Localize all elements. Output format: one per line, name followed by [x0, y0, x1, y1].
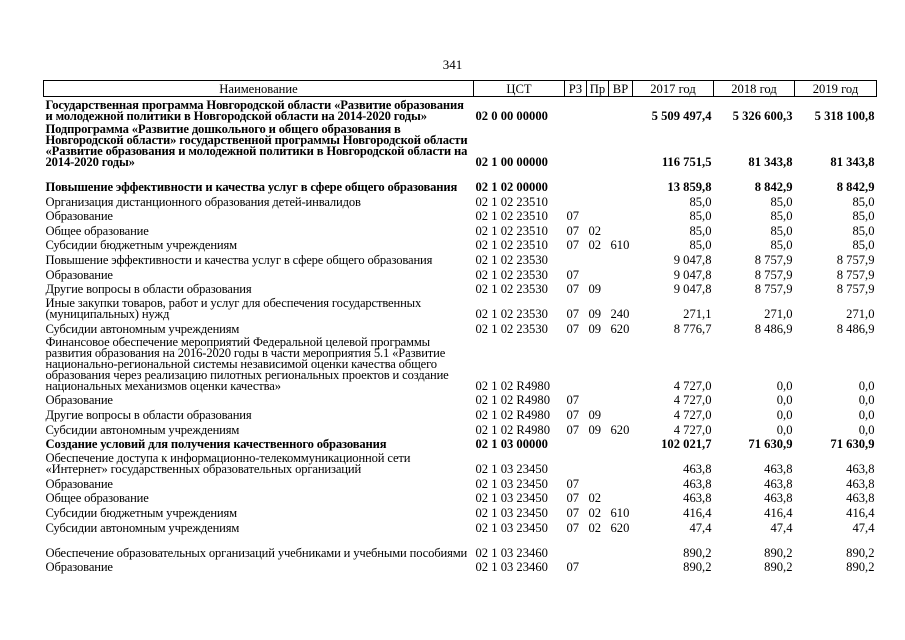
row-cst: 02 1 02 R4980 [475, 393, 551, 408]
header-2017: 2017 год [633, 81, 714, 97]
row-2019: 271,0 [846, 307, 875, 322]
row-2019: 463,8 [846, 476, 875, 491]
row-2019: 71 630,9 [830, 437, 875, 452]
row-2019: 47,4 [852, 520, 875, 535]
row-pr: 09 [588, 321, 602, 336]
row-name: Обеспечение доступа к информационно-телекоммуникационной сети «Интернет» государственных образовательных организаций [45, 451, 411, 477]
row-2018: 0,0 [776, 378, 793, 393]
table-header-row [44, 81, 877, 97]
row-cst: 02 1 03 23450 [475, 505, 548, 520]
row-2018: 0,0 [776, 393, 793, 408]
row-pr [587, 436, 609, 451]
row-name: Субсидии автономным учреждениям [45, 321, 240, 336]
row-rz: 07 [566, 238, 580, 253]
header-name: Наименование [44, 81, 474, 97]
row-2018: 463,8 [764, 491, 793, 506]
row-2017: 13 859,8 [667, 180, 712, 194]
row-2019: 0,0 [858, 407, 875, 422]
row-rz: 07 [566, 209, 580, 224]
row-name: Образование [45, 560, 113, 575]
table-row [44, 392, 877, 407]
row-2019: 8 486,9 [836, 321, 875, 336]
header-vr: ВР [609, 81, 633, 97]
row-2018: 271,0 [764, 307, 793, 322]
row-2017: 890,2 [683, 545, 712, 560]
row-vr [609, 475, 633, 490]
row-cst: 02 1 03 00000 [475, 437, 548, 452]
row-rz: 07 [566, 520, 580, 535]
row-2017: 85,0 [689, 194, 712, 209]
row-name: Субсидии бюджетным учреждениям [45, 238, 237, 253]
row-rz [565, 193, 587, 208]
row-cst: 02 1 02 23530 [475, 321, 548, 336]
row-cst: 02 1 03 23450 [475, 520, 548, 535]
row-2018: 81 343,8 [748, 155, 793, 169]
row-2017: 85,0 [689, 238, 712, 253]
row-vr [609, 251, 633, 266]
row-name: Общее образование [45, 491, 149, 506]
table-row [44, 490, 877, 505]
row-pr [587, 168, 609, 193]
row-vr [609, 281, 633, 296]
row-rz: 07 [566, 491, 580, 506]
table-row [44, 559, 877, 574]
row-2017: 9 047,8 [673, 282, 712, 297]
row-2018: 85,0 [770, 238, 793, 253]
row-vr [609, 122, 633, 168]
row-pr [587, 534, 609, 559]
row-pr: 09 [588, 282, 602, 297]
row-2018: 0,0 [776, 422, 793, 437]
row-name: Образование [45, 209, 113, 224]
table-row [44, 237, 877, 252]
row-2017: 85,0 [689, 223, 712, 238]
row-cst: 02 1 03 23460 [475, 545, 548, 560]
table-row [44, 406, 877, 421]
row-vr [609, 168, 633, 193]
row-name: Субсидии бюджетным учреждениям [45, 505, 237, 520]
row-2019: 85,0 [852, 209, 875, 224]
header-2018: 2018 год [714, 81, 795, 97]
row-2017: 9 047,8 [673, 252, 712, 267]
table-row [44, 281, 877, 296]
row-2017: 47,4 [689, 520, 712, 535]
row-pr [587, 97, 609, 123]
row-2019: 8 757,9 [836, 282, 875, 297]
row-vr [609, 490, 633, 505]
row-2019: 0,0 [858, 422, 875, 437]
row-2017: 4 727,0 [673, 407, 712, 422]
header-rz: РЗ [565, 81, 587, 97]
row-name: Государственная программа Новгородской области «Развитие образования и молодежной политики в Новгородской области на 2014-2020 годы» [45, 98, 464, 123]
row-rz: 07 [566, 223, 580, 238]
row-2018: 85,0 [770, 194, 793, 209]
row-2017: 463,8 [683, 462, 712, 477]
row-pr [587, 193, 609, 208]
row-pr: 09 [588, 307, 602, 322]
row-2019: 890,2 [846, 545, 875, 560]
row-pr: 09 [588, 407, 602, 422]
row-rz [565, 122, 587, 168]
row-cst: 02 1 03 23450 [475, 476, 548, 491]
row-2019: 416,4 [846, 505, 875, 520]
row-vr: 610 [610, 505, 630, 520]
row-name: Субсидии автономным учреждениям [45, 520, 240, 535]
row-vr [609, 97, 633, 123]
row-2017: 463,8 [683, 476, 712, 491]
row-rz [565, 335, 587, 392]
row-2017: 116 751,5 [661, 155, 712, 169]
table-row [44, 266, 877, 281]
row-vr [609, 450, 633, 475]
row-cst: 02 1 02 00000 [475, 180, 548, 194]
row-2018: 85,0 [770, 209, 793, 224]
row-2018: 8 757,9 [754, 267, 793, 282]
row-name: Общее образование [45, 223, 149, 238]
row-name: Образование [45, 267, 113, 282]
table-row [44, 450, 877, 475]
row-vr [609, 534, 633, 559]
row-cst: 02 1 02 23530 [475, 282, 548, 297]
row-2019: 0,0 [858, 393, 875, 408]
row-pr [587, 559, 609, 574]
row-vr [609, 222, 633, 237]
row-2017: 8 776,7 [673, 321, 712, 336]
row-vr [609, 392, 633, 407]
row-2018: 85,0 [770, 223, 793, 238]
row-name: Организация дистанционного образования детей-инвалидов [45, 194, 361, 209]
row-rz: 07 [566, 407, 580, 422]
table-row [44, 193, 877, 208]
table-row [44, 295, 877, 320]
table-row [44, 436, 877, 451]
row-name: Создание условий для получения качественного образования [45, 437, 387, 452]
row-cst: 02 1 02 23510 [475, 194, 548, 209]
header-2019: 2019 год [795, 81, 877, 97]
table-row [44, 421, 877, 436]
row-name: Финансовое обеспечение мероприятий Федеральной целевой программы развития образования на 2016-2020 годы в части мероприятия 5.1 «Развитие национально-региональной системы независимой оценки качества общего образования через реализацию пилотных региональных проектов и создание национальных механизмов оценки качества» [45, 334, 449, 393]
row-name: Образование [45, 476, 113, 491]
row-vr: 620 [610, 321, 630, 336]
table-row [44, 122, 877, 168]
row-name: Обеспечение образовательных организаций учебниками и учебными пособиями [45, 545, 468, 560]
row-pr: 02 [588, 505, 602, 520]
row-name: Повышение эффективности и качества услуг в сфере общего образования [45, 252, 433, 267]
row-2017: 416,4 [683, 505, 712, 520]
row-vr [609, 436, 633, 451]
table-row [44, 168, 877, 193]
row-cst: 02 1 02 23510 [475, 209, 548, 224]
row-pr: 02 [588, 223, 602, 238]
row-2018: 8 757,9 [754, 282, 793, 297]
row-pr [587, 335, 609, 392]
row-2017: 85,0 [689, 209, 712, 224]
row-name: Повышение эффективности и качества услуг в сфере общего образования [45, 180, 458, 194]
row-2018: 47,4 [770, 520, 793, 535]
row-2018: 71 630,9 [748, 437, 793, 452]
row-cst: 02 0 00 00000 [475, 109, 548, 123]
row-name: Подпрограмма «Развитие дошкольного и общего образования в Новгородской области» государственной программы Новгородской области «Развитие образования и молодежной политики в Новгородской области на 2014-2020 годы» [45, 122, 468, 169]
row-cst: 02 1 00 00000 [475, 155, 548, 169]
table-row [44, 504, 877, 519]
row-rz [565, 251, 587, 266]
row-rz: 07 [566, 393, 580, 408]
row-cst: 02 1 02 R4980 [475, 422, 551, 437]
row-vr: 620 [610, 422, 630, 437]
row-pr [587, 266, 609, 281]
row-pr [587, 251, 609, 266]
row-cst: 02 1 02 23530 [475, 267, 548, 282]
row-vr [609, 559, 633, 574]
row-vr [609, 406, 633, 421]
row-rz: 07 [566, 560, 580, 575]
row-pr [587, 122, 609, 168]
row-2019: 0,0 [858, 378, 875, 393]
row-2018: 8 757,9 [754, 252, 793, 267]
row-rz: 07 [566, 307, 580, 322]
row-rz: 07 [566, 505, 580, 520]
header-cst: ЦСТ [474, 81, 565, 97]
row-2018: 416,4 [764, 505, 793, 520]
row-2017: 271,1 [683, 307, 712, 322]
table-row [44, 475, 877, 490]
row-pr [587, 392, 609, 407]
row-rz: 07 [566, 422, 580, 437]
row-pr [587, 450, 609, 475]
row-vr [609, 266, 633, 281]
row-2017: 4 727,0 [673, 422, 712, 437]
row-vr: 240 [610, 307, 630, 322]
row-2018: 463,8 [764, 476, 793, 491]
row-cst: 02 1 03 23460 [475, 560, 548, 575]
row-rz: 07 [566, 321, 580, 336]
row-cst: 02 1 02 R4980 [475, 378, 551, 393]
row-vr: 620 [610, 520, 630, 535]
row-2019: 5 318 100,8 [814, 109, 875, 123]
header-pr: Пр [587, 81, 609, 97]
row-2018: 5 326 600,3 [732, 109, 793, 123]
row-rz [565, 436, 587, 451]
table-row [44, 251, 877, 266]
row-name: Другие вопросы в области образования [45, 407, 252, 422]
row-2019: 8 757,9 [836, 267, 875, 282]
row-rz: 07 [566, 267, 580, 282]
row-2018: 8 842,9 [754, 180, 793, 194]
row-pr: 02 [588, 520, 602, 535]
row-pr: 02 [588, 238, 602, 253]
row-cst: 02 1 02 23510 [475, 238, 548, 253]
budget-table [43, 80, 877, 573]
table-row [44, 208, 877, 223]
row-2017: 9 047,8 [673, 267, 712, 282]
row-2019: 81 343,8 [830, 155, 875, 169]
row-rz: 07 [566, 282, 580, 297]
row-2017: 890,2 [683, 560, 712, 575]
row-2019: 85,0 [852, 223, 875, 238]
row-2019: 8 842,9 [836, 180, 875, 194]
row-name: Образование [45, 393, 113, 408]
page-number: 341 [442, 57, 463, 72]
row-name: Иные закупки товаров, работ и услуг для обеспечения государственных (муниципальных) нужд [45, 296, 422, 322]
row-vr [609, 335, 633, 392]
row-2017: 4 727,0 [673, 393, 712, 408]
row-2018: 463,8 [764, 462, 793, 477]
row-name: Субсидии автономным учреждениям [45, 422, 240, 437]
row-2017: 102 021,7 [661, 437, 712, 452]
row-rz: 07 [566, 476, 580, 491]
row-2019: 85,0 [852, 238, 875, 253]
row-2018: 890,2 [764, 545, 793, 560]
table-row [44, 534, 877, 559]
row-rz [565, 450, 587, 475]
table-row [44, 335, 877, 392]
table-body [44, 97, 877, 574]
table-row [44, 519, 877, 534]
row-vr [609, 208, 633, 223]
row-cst: 02 1 02 R4980 [475, 407, 551, 422]
row-name: Другие вопросы в области образования [45, 282, 252, 297]
table-row [44, 222, 877, 237]
row-2019: 890,2 [846, 560, 875, 575]
row-2017: 4 727,0 [673, 378, 712, 393]
row-2018: 0,0 [776, 407, 793, 422]
row-rz [565, 168, 587, 193]
row-pr: 02 [588, 491, 602, 506]
row-pr [587, 208, 609, 223]
row-2019: 85,0 [852, 194, 875, 209]
table-row [44, 97, 877, 123]
row-2019: 463,8 [846, 491, 875, 506]
row-2017: 463,8 [683, 491, 712, 506]
row-pr [587, 475, 609, 490]
row-cst: 02 1 03 23450 [475, 462, 548, 477]
row-pr: 09 [588, 422, 602, 437]
row-2019: 463,8 [846, 462, 875, 477]
row-vr: 610 [610, 238, 630, 253]
row-vr [609, 193, 633, 208]
row-2018: 8 486,9 [754, 321, 793, 336]
row-rz [565, 97, 587, 123]
row-2018: 890,2 [764, 560, 793, 575]
row-rz [565, 534, 587, 559]
row-cst: 02 1 03 23450 [475, 491, 548, 506]
row-cst: 02 1 02 23530 [475, 307, 548, 322]
row-cst: 02 1 02 23510 [475, 223, 548, 238]
row-2017: 5 509 497,4 [651, 109, 712, 123]
table-row [44, 320, 877, 335]
row-2019: 8 757,9 [836, 252, 875, 267]
row-cst: 02 1 02 23530 [475, 252, 548, 267]
